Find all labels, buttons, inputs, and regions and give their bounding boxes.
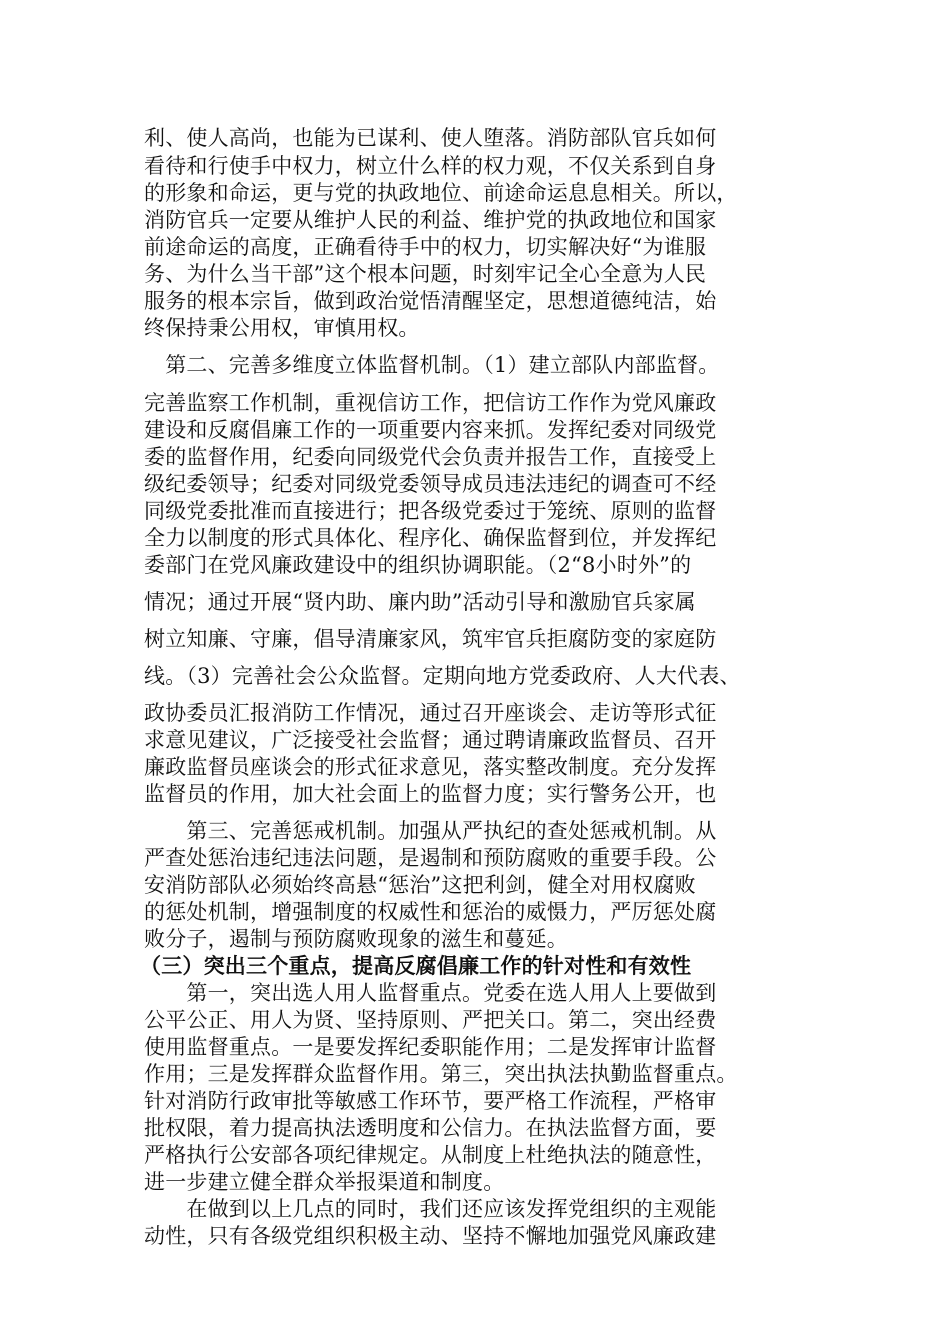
text-line: 公平公正、用人为贤、坚持原则、严把关口。第二，突出经费: [144, 1008, 717, 1032]
text-line: 动性，只有各级党组织积极主动、坚持不懈地加强党风廉政建: [144, 1224, 717, 1248]
text-line: 委部门在党风廉政建设中的组织协调职能。（2“8小时外”的: [144, 553, 692, 577]
text-line: 求意见建议，广泛接受社会监督；通过聘请廉政监督员、召开: [144, 728, 717, 752]
text-line: 的形象和命运，更与党的执政地位、前途命运息息相关。所以，: [144, 181, 738, 205]
text-line: 针对消防行政审批等敏感工作环节，要严格工作流程，严格审: [144, 1089, 717, 1113]
text-line: 树立知廉、守廉，倡导清廉家风，筑牢官兵拒腐防变的家庭防: [144, 627, 717, 651]
text-line: 第一，突出选人用人监督重点。党委在选人用人上要做到: [144, 981, 717, 1005]
text-line: 严查处惩治违纪违法问题，是遏制和预防腐败的重要手段。公: [144, 846, 717, 870]
text-line: 第二、完善多维度立体监督机制。（1）建立部队内部监督。: [144, 353, 720, 377]
text-line: 第三、完善惩戒机制。加强从严执纪的查处惩戒机制。从: [144, 819, 717, 843]
text-line: 批权限，着力提高执法透明度和公信力。在执法监督方面，要: [144, 1116, 717, 1140]
text-line: 监督员的作用，加大社会面上的监督力度；实行警务公开，也: [144, 782, 717, 806]
text-line: 同级党委批准而直接进行；把各级党委过于笼统、原则的监督: [144, 499, 717, 523]
text-line: 级纪委领导；纪委对同级党委领导成员违法违纪的调查可不经: [144, 472, 717, 496]
text-line: 线。（3）完善社会公众监督。定期向地方党委政府、人大代表、: [144, 664, 741, 688]
text-line: 情况；通过开展“贤内助、廉内助”活动引导和激励官兵家属: [144, 590, 696, 614]
text-line: 利、使人高尚，也能为已谋利、使人堕落。消防部队官兵如何: [144, 126, 717, 150]
text-line: 政协委员汇报消防工作情况，通过召开座谈会、走访等形式征: [144, 701, 717, 725]
text-line: 在做到以上几点的同时，我们还应该发挥党组织的主观能: [144, 1197, 717, 1221]
section-heading: （三）突出三个重点，提高反腐倡廉工作的针对性和有效性: [140, 953, 692, 978]
text-line: 使用监督重点。一是要发挥纪委职能作用；二是发挥审计监督: [144, 1035, 717, 1059]
text-line: 作用；三是发挥群众监督作用。第三，突出执法执勤监督重点。: [144, 1062, 738, 1086]
text-line: 服务的根本宗旨，做到政治觉悟清醒坚定，思想道德纯洁，始: [144, 289, 717, 313]
text-line: 败分子，遏制与预防腐败现象的滋生和蔓延。: [144, 927, 568, 951]
text-line: 安消防部队必须始终高悬“惩治”这把利剑，健全对用权腐败: [144, 873, 696, 897]
text-line: 的惩处机制，增强制度的权威性和惩治的威慑力，严厉惩处腐: [144, 900, 717, 924]
text-line: 廉政监督员座谈会的形式征求意见，落实整改制度。充分发挥: [144, 755, 717, 779]
text-line: 终保持秉公用权，审慎用权。: [144, 316, 420, 340]
text-line: 完善监察工作机制，重视信访工作，把信访工作作为党风廉政: [144, 391, 717, 415]
text-line: 看待和行使手中权力，树立什么样的权力观，不仅关系到自身: [144, 154, 717, 178]
text-line: 进一步建立健全群众举报渠道和制度。: [144, 1170, 505, 1194]
text-line: 前途命运的高度，正确看待手中的权力，切实解决好“为谁服: [144, 235, 707, 259]
text-line: 建设和反腐倡廉工作的一项重要内容来抓。发挥纪委对同级党: [144, 418, 717, 442]
text-line: 全力以制度的形式具体化、程序化、确保监督到位，并发挥纪: [144, 526, 717, 550]
text-line: 委的监督作用，纪委向同级党代会负责并报告工作，直接受上: [144, 445, 717, 469]
text-line: 严格执行公安部各项纪律规定。从制度上杜绝执法的随意性，: [144, 1143, 717, 1167]
text-line: 务、为什么当干部”这个根本问题，时刻牢记全心全意为人民: [144, 262, 707, 286]
text-line: 消防官兵一定要从维护人民的利益、维护党的执政地位和国家: [144, 208, 717, 232]
